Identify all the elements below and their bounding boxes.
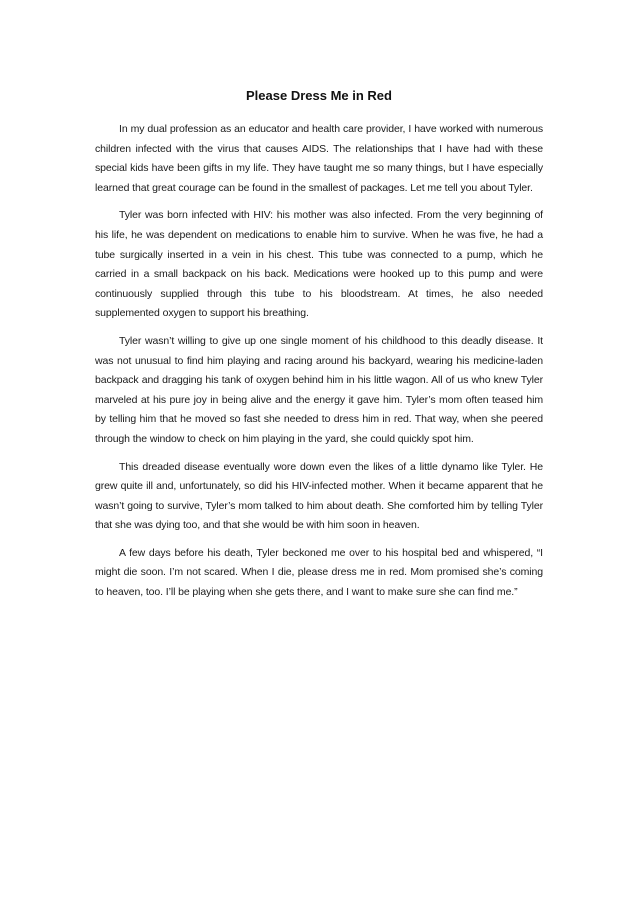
paragraph-4: This dreaded disease eventually wore down even the likes of a little dynamo like Tyler. He grew quite ill and, unfortunately, so did his HIV-infected mother. When it became apparent that he wasn’t going to survive, Tyler’s mom talked to him about death. She comforted him by telling Tyler that she was dying too, and that she would be with him soon in heaven. [95, 460, 543, 532]
paragraph-2: Tyler was born infected with HIV: his mother was also infected. From the very beginning of his life, he was dependent on medications to enable him to survive. When he was five, he had a tube surgically inserted in a vein in his chest. This tube was connected to a pump, which he carried in a small backpack on his back. Medications were hooked up to this pump and were continuously supplied through this tube to his bloodstream. At times, he also needed supplemented oxygen to support his breathing. [95, 209, 543, 320]
paragraph-3: Tyler wasn’t willing to give up one single moment of his childhood to this deadly disease. It was not unusual to find him playing and racing around his backyard, wearing his medicine-laden backpack and dragging his tank of oxygen behind him in his little wagon. All of us who knew Tyler marveled at his pure joy in being alive and the energy it gave him. Tyler’s mom often teased him by telling him that he moved so fast she needed to dress him in red. That way, when she peered through the window to check on him playing in the yard, she could quickly spot him. [95, 334, 543, 445]
document-body [95, 120, 543, 611]
paragraph-5: A few days before his death, Tyler beckoned me over to his hospital bed and whispered, “I might die soon. I’m not scared. When I die, please dress me in red. Mom promised she’s coming to heaven, too. I’ll be playing when she gets there, and I want to make sure she can find me.” [95, 546, 543, 599]
paragraph-1: In my dual profession as an educator and health care provider, I have worked with numerous children infected with the virus that causes AIDS. The relationships that I have had with these special kids have been gifts in my life. They have taught me so many things, but I have especially learned that great courage can be found in the smallest of packages. Let me tell you about Tyler. [95, 123, 543, 194]
document-title: Please Dress Me in Red [246, 88, 392, 103]
